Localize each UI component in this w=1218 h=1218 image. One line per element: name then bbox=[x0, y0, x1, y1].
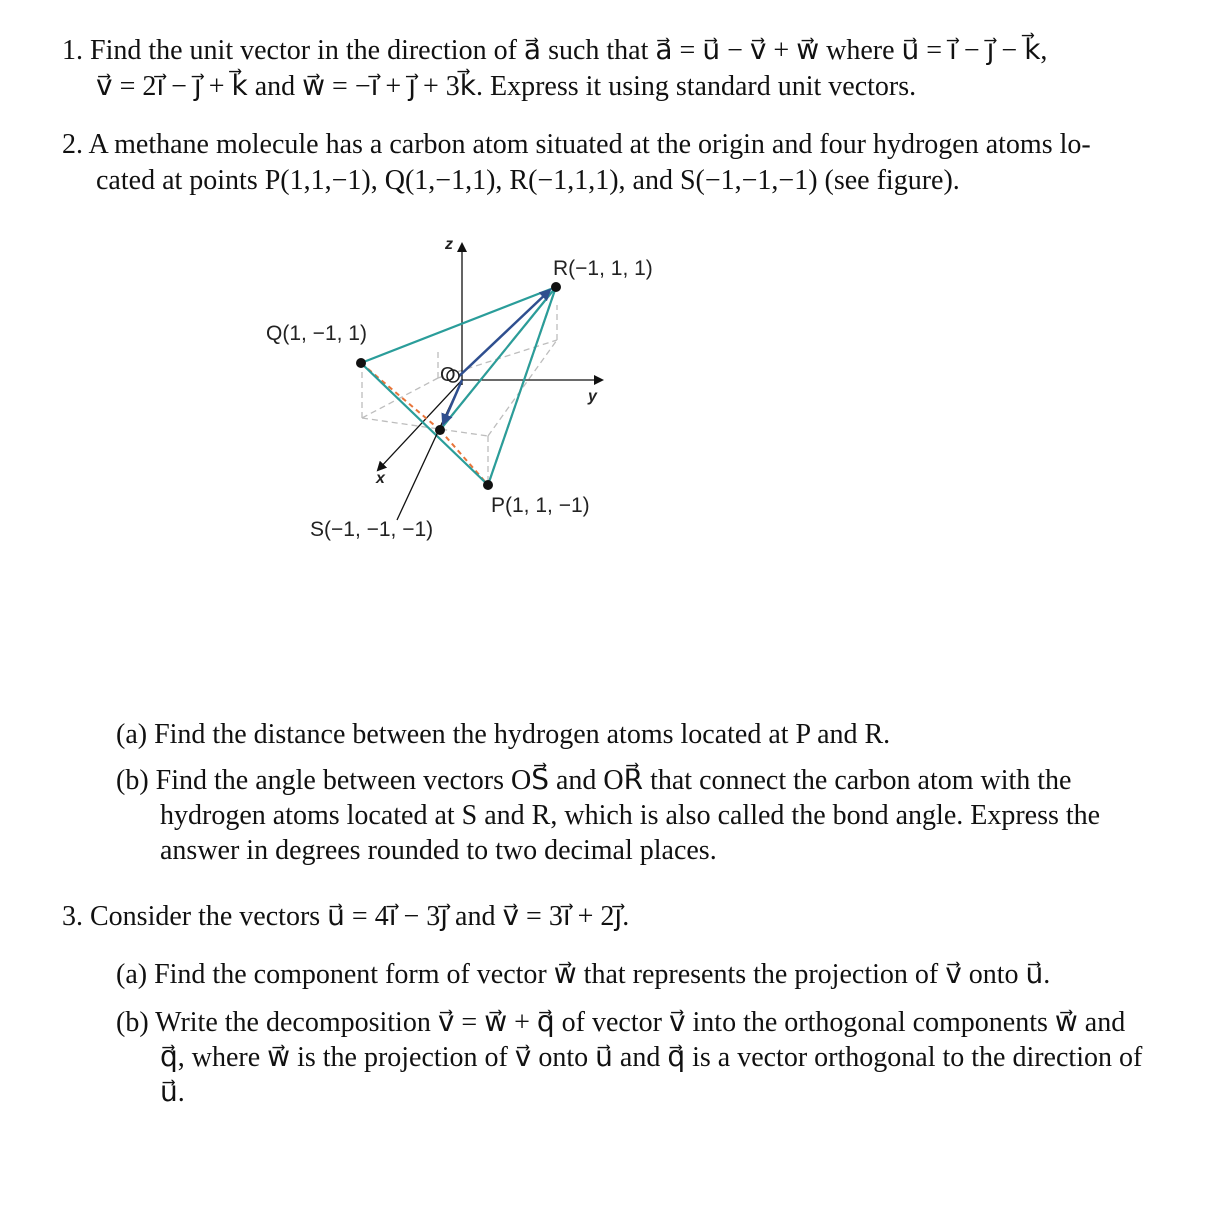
atom-R bbox=[551, 282, 561, 292]
vector-OR bbox=[455, 290, 550, 380]
axis-label-x: x bbox=[376, 470, 385, 487]
problem-2a: (a) Find the distance between the hydrogen atoms located at P and R. bbox=[116, 719, 891, 750]
problem-3b-line-3: u⃗. bbox=[160, 1077, 185, 1108]
axis-label-z: z bbox=[445, 236, 453, 253]
label-R: R(−1, 1, 1) bbox=[553, 257, 653, 280]
problem-1-line-1: 1. Find the unit vector in the direction of a⃗ such that a⃗ = u⃗ − v⃗ + w⃗ where u⃗ = i⃗ − j⃗ − k⃗, bbox=[62, 35, 1048, 66]
label-S: S(−1, −1, −1) bbox=[310, 518, 434, 541]
atom-S bbox=[435, 425, 445, 435]
label-P: P(1, 1, −1) bbox=[491, 494, 590, 517]
problem-2-line-2: cated at points P(1,1,−1), Q(1,−1,1), R(−1,1,1), and S(−1,−1,−1) (see figure). bbox=[96, 165, 960, 196]
problem-3b-line-2: q⃗, where w⃗ is the projection of v⃗ onto u⃗ and q⃗ is a vector orthogonal to the direction of bbox=[160, 1042, 1143, 1073]
problem-3b-line-1: (b) Write the decomposition v⃗ = w⃗ + q⃗ of vector v⃗ into the orthogonal components w⃗ and bbox=[116, 1007, 1126, 1038]
label-origin: O bbox=[440, 364, 456, 386]
problem-2b-line-1: (b) Find the angle between vectors OS⃗ and OR⃗ that connect the carbon atom with the bbox=[116, 765, 1072, 796]
problem-3-line-1: 3. Consider the vectors u⃗ = 4i⃗ − 3j⃗ and v⃗ = 3i⃗ + 2j⃗. bbox=[62, 901, 630, 932]
problem-2-line-1: 2. A methane molecule has a carbon atom situated at the origin and four hydrogen atoms lo- bbox=[62, 129, 1091, 160]
label-Q: Q(1, −1, 1) bbox=[266, 322, 367, 345]
atom-Q bbox=[356, 358, 366, 368]
x-axis bbox=[378, 380, 462, 470]
axis-label-y: y bbox=[588, 388, 597, 405]
problem-2b-line-3: answer in degrees rounded to two decimal places. bbox=[160, 835, 717, 866]
problem-1-line-2: v⃗ = 2i⃗ − j⃗ + k⃗ and w⃗ = −i⃗ + j⃗ + 3k⃗. Express it using standard unit vectors. bbox=[96, 71, 917, 102]
problem-2b-line-2: hydrogen atoms located at S and R, which is also called the bond angle. Express the bbox=[160, 800, 1101, 831]
problem-3a: (a) Find the component form of vector w⃗ that represents the projection of v⃗ onto u⃗. bbox=[116, 959, 1051, 990]
atom-P bbox=[483, 480, 493, 490]
